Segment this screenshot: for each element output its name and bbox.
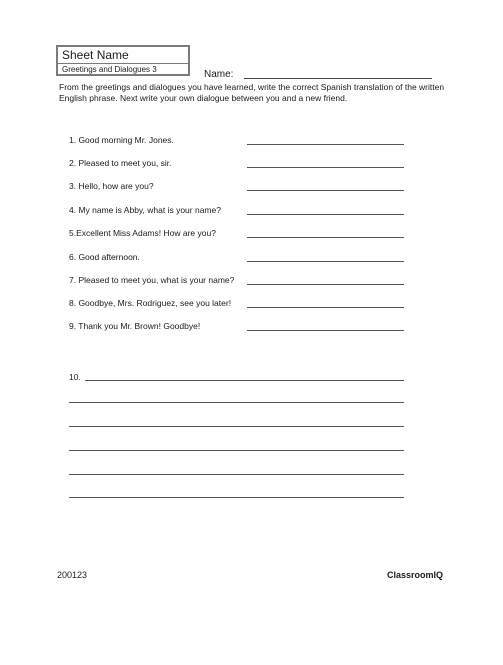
- sheet-box-divider: [58, 63, 188, 64]
- answer-line-7[interactable]: [247, 284, 404, 285]
- question-5: 5.Excellent Miss Adams! How are you?: [69, 228, 216, 238]
- question-10-label: 10.: [69, 372, 81, 382]
- answer-line-6[interactable]: [247, 261, 404, 262]
- name-label: Name:: [204, 69, 234, 80]
- dialogue-line-1[interactable]: [85, 380, 404, 381]
- question-7: 7. Pleased to meet you, what is your name?: [69, 275, 235, 285]
- answer-line-3[interactable]: [247, 190, 404, 191]
- answer-line-2[interactable]: [247, 167, 404, 168]
- brand-name: ClassroomIQ: [386, 570, 443, 580]
- question-6: 6. Good afternoon.: [69, 252, 140, 262]
- answer-line-9[interactable]: [247, 330, 404, 331]
- answer-line-8[interactable]: [247, 307, 404, 308]
- dialogue-line-5[interactable]: [69, 474, 404, 475]
- sheet-subtitle: Greetings and Dialogues 3: [62, 65, 157, 74]
- worksheet-code: 200123: [57, 570, 88, 580]
- question-4: 4. My name is Abby, what is your name?: [69, 205, 221, 215]
- dialogue-line-4[interactable]: [69, 450, 404, 451]
- instructions: From the greetings and dialogues you have learned, write the correct Spanish translation of the written English phrase. Next write your own dialogue between you and a new friend.: [59, 82, 445, 103]
- question-3: 3. Hello, how are you?: [69, 181, 154, 191]
- sheet-name-box: [56, 45, 190, 76]
- sheet-title: Sheet Name: [62, 48, 129, 62]
- question-8: 8. Goodbye, Mrs. Rodriguez, see you later!: [69, 298, 232, 308]
- answer-line-5[interactable]: [247, 237, 404, 238]
- dialogue-line-6[interactable]: [69, 497, 404, 498]
- question-1: 1. Good morning Mr. Jones.: [69, 135, 174, 145]
- dialogue-line-2[interactable]: [69, 402, 404, 403]
- name-field-line[interactable]: [244, 78, 432, 79]
- dialogue-line-3[interactable]: [69, 426, 404, 427]
- answer-line-4[interactable]: [247, 214, 404, 215]
- question-9: 9. Thank you Mr. Brown! Goodbye!: [69, 321, 201, 331]
- answer-line-1[interactable]: [247, 144, 404, 145]
- question-2: 2. Pleased to meet you, sir.: [69, 158, 172, 168]
